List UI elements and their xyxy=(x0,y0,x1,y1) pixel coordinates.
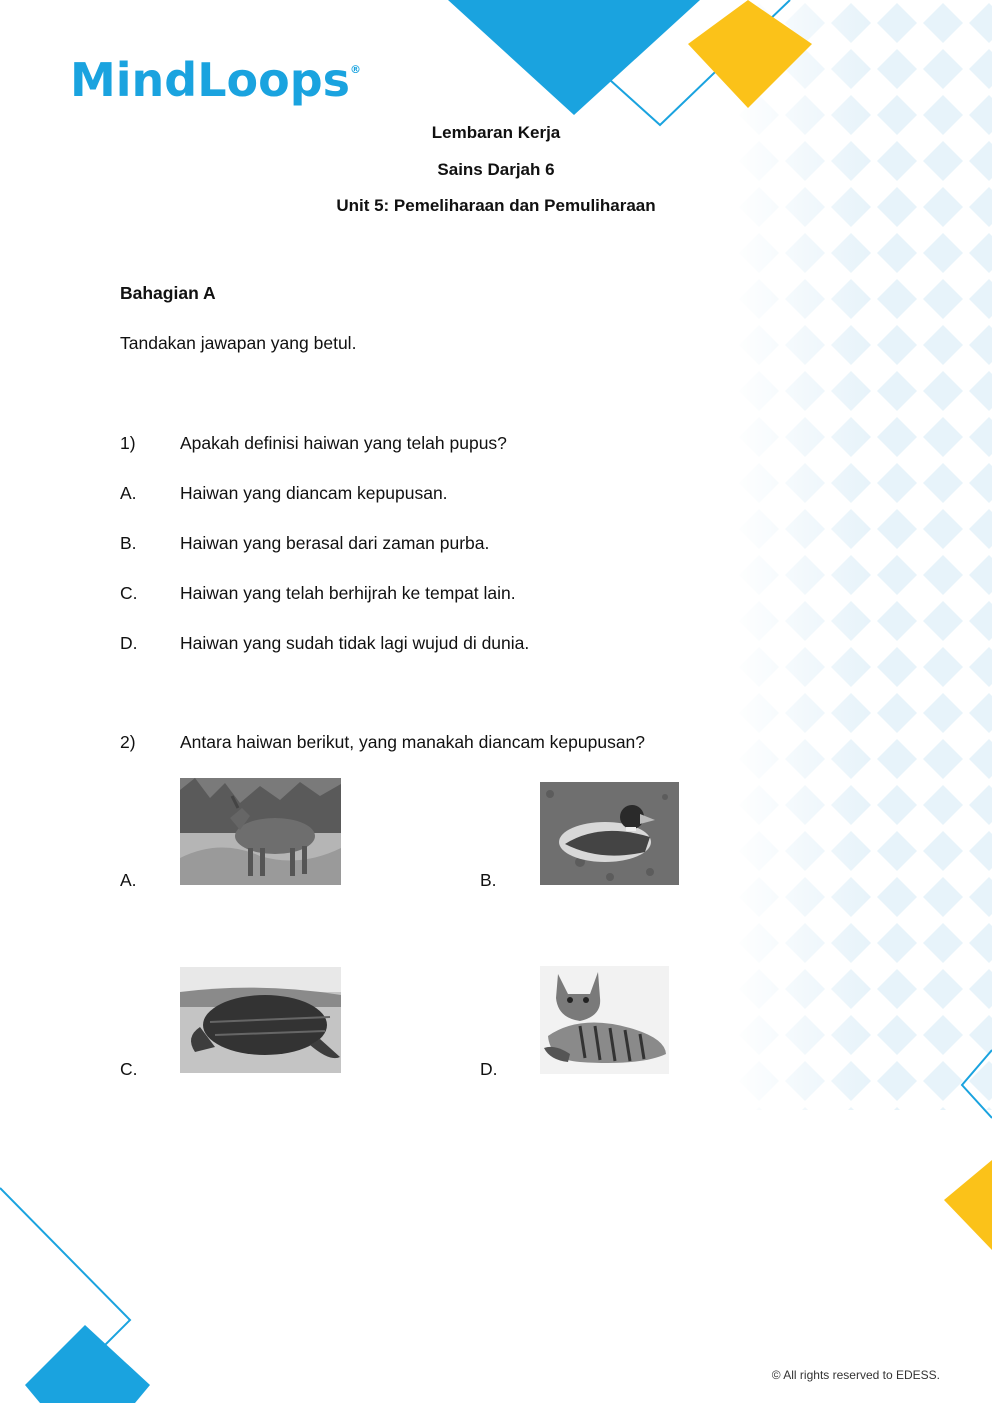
q1-option-a-label: A. xyxy=(120,483,137,503)
turtle-photo xyxy=(180,967,341,1073)
q1-option-b-text: Haiwan yang berasal dari zaman purba. xyxy=(180,533,490,553)
logo-text: MindLoops xyxy=(70,53,351,107)
q1-option-b-label: B. xyxy=(120,533,137,553)
question-1-number: 1) xyxy=(120,433,136,453)
q2-option-d-label: D. xyxy=(480,1059,498,1079)
mindloops-logo xyxy=(70,50,361,110)
q1-option-d-label: D. xyxy=(120,633,138,653)
copyright-footer: © All rights reserved to EDESS. xyxy=(771,1368,940,1382)
q2-option-c-label: C. xyxy=(120,1059,138,1079)
question-2-text: Antara haiwan berikut, yang manakah diancam kepupusan? xyxy=(180,732,646,752)
section-instruction: Tandakan jawapan yang betul. xyxy=(120,333,357,353)
cat-photo xyxy=(540,966,669,1074)
unit-title: Unit 5: Pemeliharaan dan Pemuliharaan xyxy=(336,196,656,215)
question-1-text: Apakah definisi haiwan yang telah pupus? xyxy=(180,433,507,453)
q2-option-a-label: A. xyxy=(120,870,137,890)
worksheet-title: Lembaran Kerja xyxy=(431,123,561,142)
section-title: Bahagian A xyxy=(120,283,216,303)
q1-option-d-text: Haiwan yang sudah tidak lagi wujud di dunia. xyxy=(180,633,530,653)
goat-photo xyxy=(180,778,341,885)
q2-option-b-label: B. xyxy=(480,870,497,890)
q1-option-c-text: Haiwan yang telah berhijrah ke tempat lain. xyxy=(180,583,516,603)
registered-mark: ® xyxy=(350,63,362,76)
question-2-number: 2) xyxy=(120,732,136,752)
subject-title: Sains Darjah 6 xyxy=(437,160,555,179)
q1-option-a-text: Haiwan yang diancam kepupusan. xyxy=(180,483,448,503)
duck-photo xyxy=(540,782,679,885)
q1-option-c-label: C. xyxy=(120,583,138,603)
